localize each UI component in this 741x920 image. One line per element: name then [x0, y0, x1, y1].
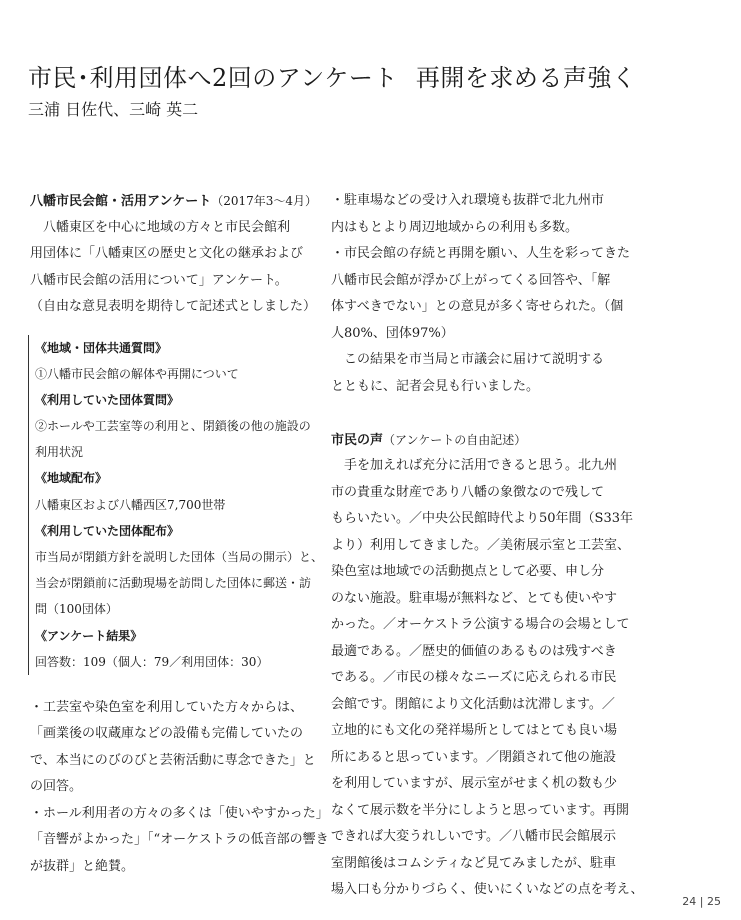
box-line: 《利用していた団体配布》: [35, 523, 180, 538]
voices-heading-note: （アンケートの自由記述）: [383, 432, 527, 447]
text-line: が抜群」と絶賛。: [30, 858, 135, 874]
text-line: 場入口も分かりづらく、使いにくいなどの点を考え、: [331, 882, 644, 897]
box-line: ①八幡市民会館の解体や再開について: [35, 366, 239, 381]
article-title: [28, 58, 636, 93]
voices-heading: [331, 427, 621, 454]
right-column: [331, 188, 644, 904]
citizen-voices-text: [331, 453, 644, 904]
text-line: 「音響がよかった」「“オーケストラの低音部の響き: [30, 832, 329, 848]
article-authors: 三浦 日佐代、三崎 英二: [28, 100, 199, 119]
title-sub: 再開を求める声強く: [415, 64, 637, 92]
text-line: 染色室は地域での活動拠点として必要、申し分: [331, 564, 605, 579]
survey-heading: [30, 188, 318, 215]
box-line: 《地域・団体共通質問》: [35, 340, 168, 355]
survey-intro: [30, 215, 317, 321]
text-line: の回答。: [30, 779, 83, 795]
text-line: ・市民会館の存続と再開を願い、人生を彩ってきた: [331, 246, 631, 261]
box-line: 回答数：109（個人：79／利用団体：30）: [35, 654, 269, 669]
results-summary-text: [331, 188, 631, 400]
text-line: ・工芸室や染色室を利用していた方々からは、: [30, 699, 304, 715]
text-line: 所にあると思っています。／閉鎖されて他の施設: [331, 749, 616, 765]
text-line: より）利用してきました。／美術展示室と工芸室、: [331, 537, 631, 553]
left-column: [30, 188, 329, 880]
text-line: ・駐車場などの受け入れ環境も抜群で北九州市: [331, 193, 605, 208]
text-line: を利用していますが、展示室がせまく机の数も少: [331, 776, 618, 791]
box-line: 《アンケート結果》: [35, 628, 143, 643]
text-line: 用団体に「八幡東区の歴史と文化の継承および: [30, 246, 304, 261]
text-line: 市の貴重な財産であり八幡の象徴なので残して: [331, 484, 605, 500]
box-line: 利用状況: [35, 445, 84, 460]
survey-details-box: [28, 335, 324, 675]
voices-heading-text: 市民の声: [331, 432, 384, 448]
survey-heading-period: （2017年3〜4月）: [211, 194, 318, 208]
survey-results-text: [30, 695, 329, 881]
text-line: 立地的にも文化の発祥場所としてはとても良い場: [331, 723, 618, 738]
text-line: 体すべきでない」との意見が多く寄せられた。（個: [331, 299, 624, 314]
text-line: である。／市民の様々なニーズに応えられる市民: [331, 670, 617, 685]
text-line: 八幡市民会館が浮かび上がってくる回答や、「解: [331, 272, 611, 288]
text-line: かった。／オーケストラ公演する場合の会場として: [331, 617, 630, 632]
text-line: もらいたい。／中央公民館時代より50年間（S33年: [331, 511, 633, 526]
box-line: 《利用していた団体質問》: [35, 392, 180, 407]
text-line: 会館です。閉館により文化活動は沈滞します。／: [331, 696, 615, 712]
text-line: なくて展示数を半分にしようと思っています。再開: [331, 802, 629, 818]
text-line: 人80%、団体97%）: [331, 325, 454, 341]
text-line: とともに、記者会見も行いました。: [331, 378, 540, 394]
text-line: 八幡市民会館の活用について」アンケート。: [30, 272, 288, 288]
box-line: 問（100団体）: [35, 602, 118, 617]
text-line: 八幡東区を中心に地域の方々と市民会館利: [30, 219, 291, 235]
box-line: 市当局が閉鎖方針を説明した団体（当局の開示）と、: [35, 550, 324, 564]
box-line: 当会が閉鎖前に活動現場を訪問した団体に郵送・訪: [35, 576, 312, 591]
box-line: ②ホールや工芸室等の利用と、閉鎖後の他の施設の: [35, 419, 311, 434]
text-line: ・ホール利用者の方々の多くは「使いやすかった」: [30, 805, 329, 821]
text-line: で、本当にのびのびと芸術活動に専念できた」と: [30, 752, 316, 768]
page-numbers: 24 | 25: [682, 895, 721, 908]
text-line: 内はもとより周辺地域からの利用も多数。: [331, 219, 579, 235]
text-line: 最適である。／歴史的価値のあるものは残すべき: [331, 643, 617, 659]
box-line: 八幡東区および八幡西区7,700世帯: [35, 497, 226, 512]
box-line: 《地域配布》: [35, 471, 108, 486]
survey-heading-text: 八幡市民会館・活用アンケート: [30, 194, 212, 209]
text-line: 室閉館後はコムシティなど見てみましたが、駐車: [331, 855, 616, 871]
text-line: のない施設。駐車場が無料など、とても使いやす: [331, 590, 618, 606]
text-line: 「画業後の収蔵庫などの設備も完備していたの: [30, 726, 304, 742]
text-line: できれば大変うれしいです。／八幡市民会館展示: [331, 829, 616, 844]
text-line: この結果を市当局と市議会に届けて説明する: [331, 352, 605, 367]
text-line: 手を加えれば充分に活用できると思う。北九州: [331, 458, 618, 473]
text-line: （自由な意見表明を期待して記述式としました）: [30, 299, 317, 314]
title-main: 市民･利用団体へ2回のアンケート: [28, 64, 398, 92]
